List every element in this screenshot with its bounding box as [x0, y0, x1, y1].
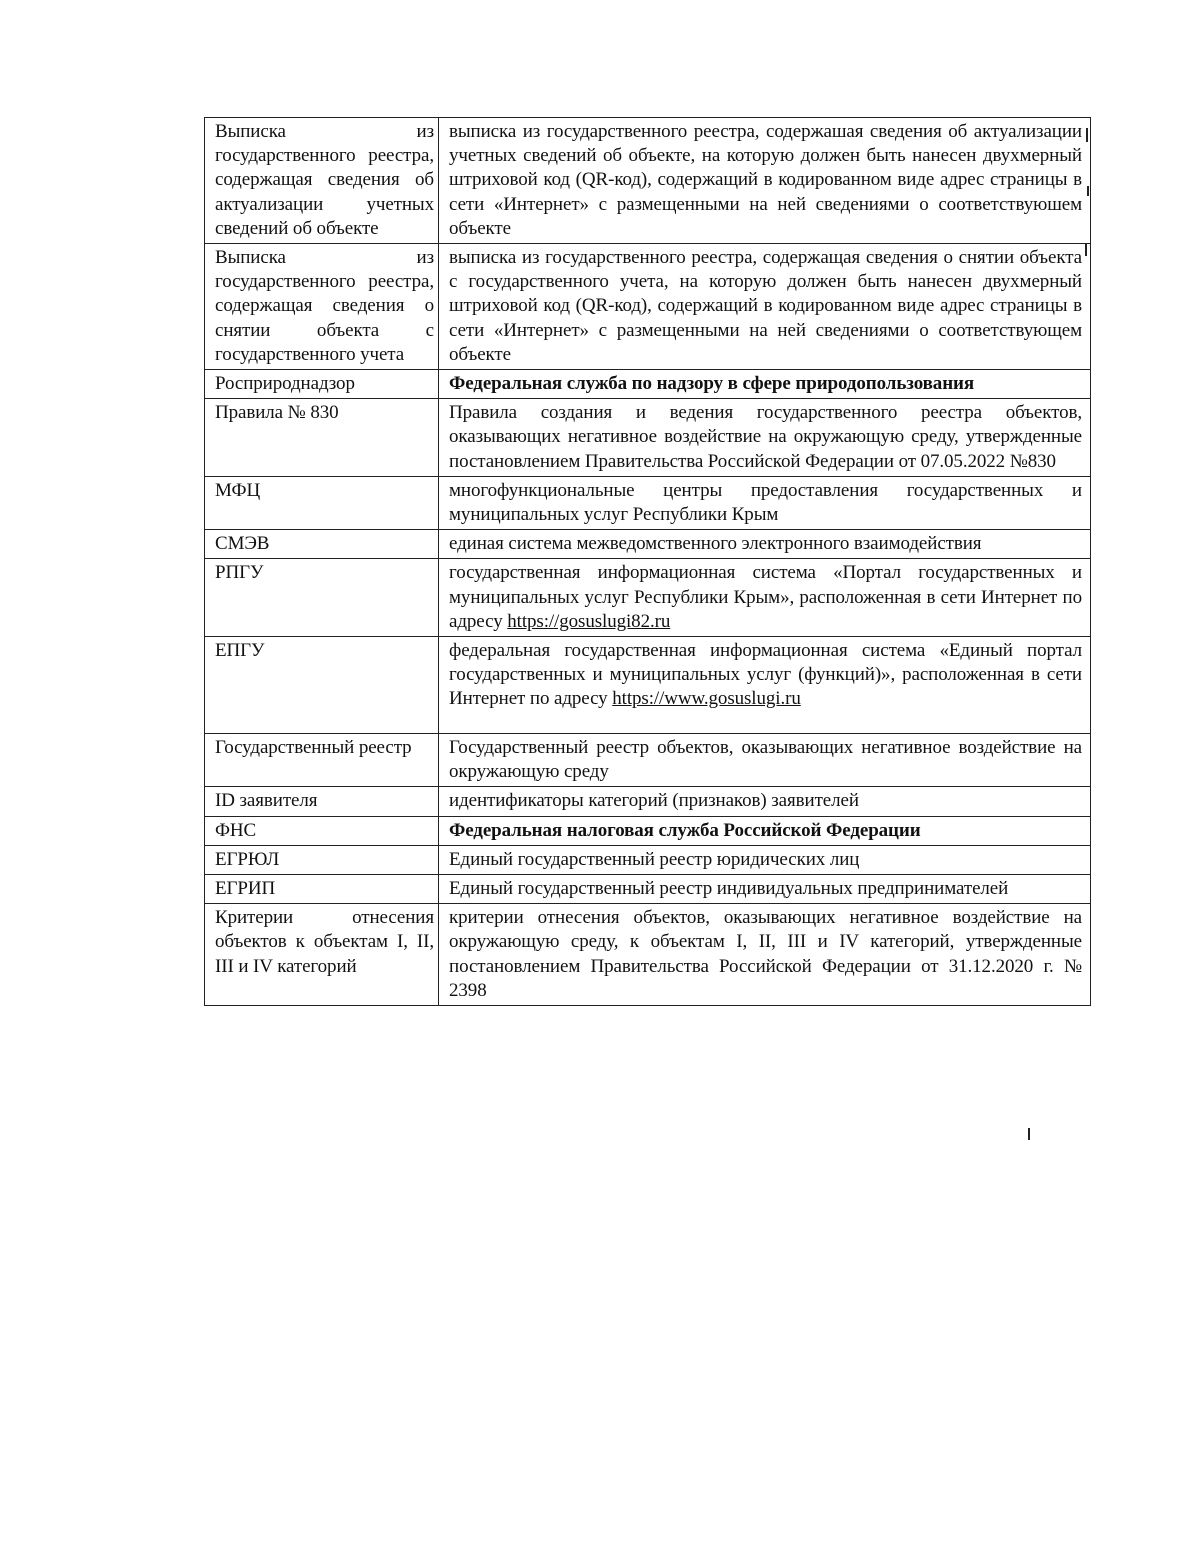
definition-cell: Федеральная служба по надзору в сфере природопользования — [439, 370, 1091, 399]
table-row — [205, 734, 1091, 787]
scan-artifact — [1087, 186, 1089, 196]
definition-cell: критерии отнесения объектов, оказывающих негативное воздействие на окружающую среду, к объектам I, II, III и IV категорий, утвержденные постановлением Правительства Российской Федерации от 31.12.2020 г. № 2398 — [439, 904, 1091, 1006]
table-row — [205, 816, 1091, 845]
definition-cell: Единый государственный реестр юридических лиц — [439, 845, 1091, 874]
term-cell: Выписка из государственного реестра, содержащая сведения о снятии объекта с государственного учета — [205, 244, 439, 370]
table-row — [205, 875, 1091, 904]
definition-cell: Государственный реестр объектов, оказывающих негативное воздействие на окружающую среду — [439, 734, 1091, 787]
table-row — [205, 530, 1091, 559]
term-cell: Выписка из государственного реестра, содержащая сведения об актуализации учетных сведений об объекте — [205, 118, 439, 244]
definition-cell: единая система межведомственного электронного взаимодействия — [439, 530, 1091, 559]
term-cell: РПГУ — [205, 559, 439, 637]
table-row — [205, 370, 1091, 399]
definition-text: федеральная государственная информационная система «Единый портал государственных и муниципальных услуг (функций)», расположенная в сети Интернет по адресу — [449, 640, 1082, 710]
term-cell: СМЭВ — [205, 530, 439, 559]
definition-cell: Единый государственный реестр индивидуальных предпринимателей — [439, 875, 1091, 904]
table-row — [205, 787, 1091, 816]
definition-cell: многофункциональные центры предоставления государственных и муниципальных услуг Республики Крым — [439, 476, 1091, 529]
table-row — [205, 399, 1091, 477]
table-row — [205, 559, 1091, 637]
table-row — [205, 904, 1091, 1006]
term-cell: МФЦ — [205, 476, 439, 529]
portal-link[interactable]: https://gosuslugi82.ru — [507, 610, 671, 632]
portal-link[interactable]: https://www.gosuslugi.ru — [612, 688, 801, 710]
definition-cell: выписка из государственного реестра, содержашая сведения об актуализации учетных сведений об объекте, на которую должен быть нанесен двухмерный штриховой код (QR-код), содержащий в кодированном виде адрес страницы в сети «Интернет» с размещенными на ней сведениями о соответствуюшем объекте — [439, 118, 1091, 244]
table-row — [205, 845, 1091, 874]
term-cell: ЕПГУ — [205, 637, 439, 734]
scan-artifact — [1086, 128, 1088, 142]
definition-text: государственная информационная система «Портал государственных и муниципальных услуг Республики Крым», расположенная в сети Интернет по адресу — [449, 562, 1082, 632]
definition-cell: выписка из государственного реестра, содержащая сведения о снятии объекта с государственного учета, на которую должен быть нанесен двухмерный штриховой код (QR-код), содержащий в кодированном виде адрес страницы в сети «Интернет» с размещенными на ней сведениями о соответствующем объекте — [439, 244, 1091, 370]
term-cell: ФНС — [205, 816, 439, 845]
term-cell: Критерии отнесения объектов к объектам I, II, III и IV категорий — [205, 904, 439, 1006]
term-cell: ЕГРИП — [205, 875, 439, 904]
definition-cell: Правила создания и ведения государственного реестра объектов, оказывающих негативное воздействие на окружающую среду, утвержденные постановлением Правительства Российской Федерации от 07.05.2022 №830 — [439, 399, 1091, 477]
table-row — [205, 637, 1091, 734]
term-cell: ЕГРЮЛ — [205, 845, 439, 874]
term-cell: Росприроднадзор — [205, 370, 439, 399]
term-cell: Правила № 830 — [205, 399, 439, 477]
scan-artifact — [1028, 1128, 1030, 1140]
definition-cell: Федеральная налоговая служба Российской Федерации — [439, 816, 1091, 845]
table-row — [205, 244, 1091, 370]
definition-cell — [439, 637, 1091, 734]
definition-cell: идентификаторы категорий (признаков) заявителей — [439, 787, 1091, 816]
abbreviations-table — [204, 117, 1091, 1006]
definition-cell — [439, 559, 1091, 637]
term-cell: ID заявителя — [205, 787, 439, 816]
table-row — [205, 118, 1091, 244]
scan-artifact — [1085, 244, 1087, 256]
term-cell: Государственный реестр — [205, 734, 439, 787]
table-row — [205, 476, 1091, 529]
